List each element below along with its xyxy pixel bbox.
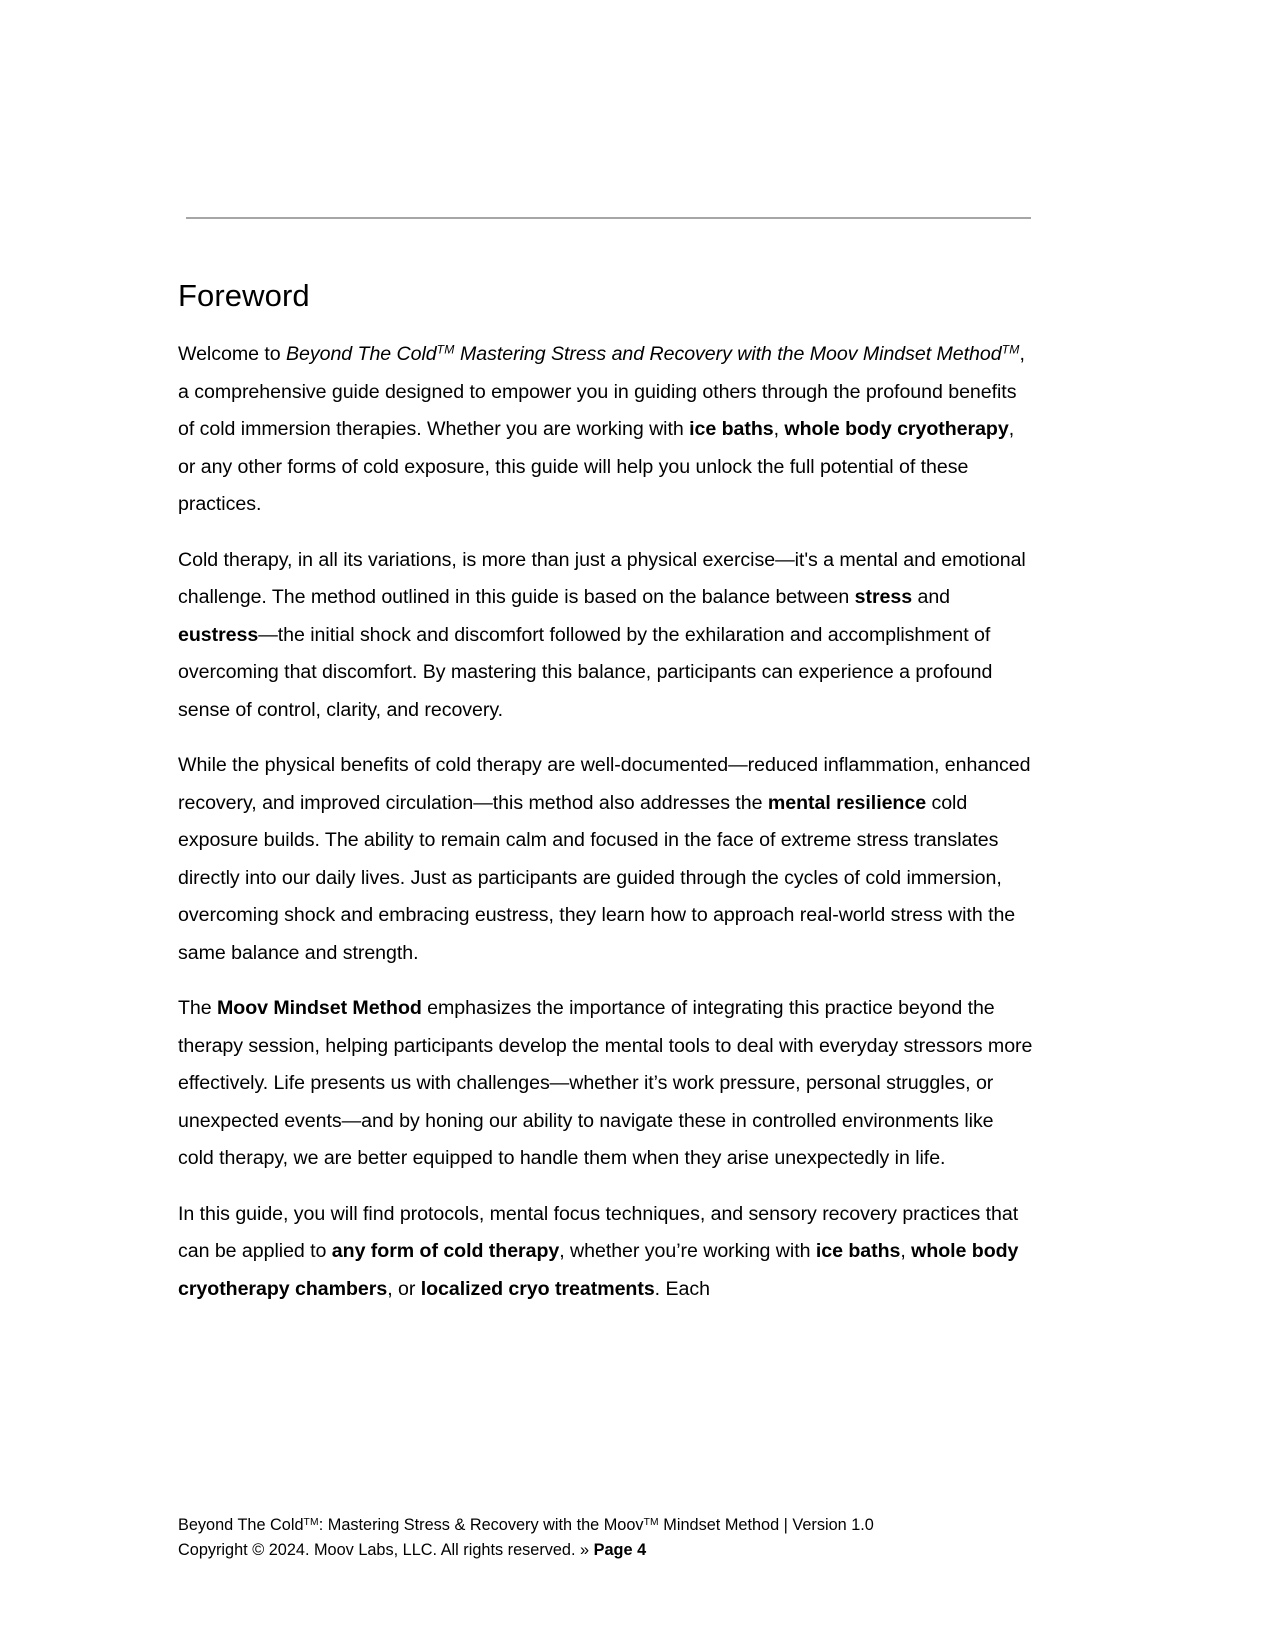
text-run: , or any other forms of cold exposure, this guide will help you unlock the full potential of these practices.	[178, 418, 1015, 515]
emphasis-bold: whole body cryotherapy	[784, 418, 1009, 440]
text-run: cold exposure builds. The ability to remain calm and focused in the face of extreme stress translates directly into our daily lives. Just as participants are guided through the cycles of cold immersion, overcoming shock and embracing eustress, they learn how to approach real-world stress with the same balance and strength.	[178, 791, 1016, 964]
trademark-superscript: TM	[1001, 342, 1020, 357]
header-divider	[186, 217, 1031, 219]
text-run: ,	[900, 1240, 912, 1262]
footer-title-line	[178, 1513, 1038, 1538]
text-run: Cold therapy, in all its variations, is more than just a physical exercise—it's a mental and emotional challenge. The method outlined in this guide is based on the balance between	[178, 548, 1026, 608]
text-run: —the initial shock and discomfort followed by the exhilaration and accomplishment of overcoming that discomfort. By mastering this balance, participants can experience a profound sense of control, clarity, and recovery.	[178, 623, 993, 721]
text-run: In this guide, you will find protocols, mental focus techniques, and sensory recovery practices that can be applied to	[178, 1202, 1019, 1262]
paragraph-4	[178, 990, 1033, 1178]
text-run: and	[912, 586, 951, 608]
emphasis-bold: eustress	[178, 623, 259, 646]
text-run: . Each	[654, 1277, 710, 1300]
emphasis-bold: ice baths	[689, 418, 774, 440]
paragraph-3	[178, 747, 1033, 972]
emphasis-bold: stress	[854, 586, 913, 608]
text-run: The	[178, 997, 218, 1019]
page-title: Foreword	[178, 277, 310, 313]
footer-copyright-line	[178, 1538, 1038, 1563]
footer-version: Mindset Method | Version 1.0	[658, 1516, 874, 1534]
title-italic: Mastering Stress and Recovery with the Moov Mindset Method	[454, 343, 1002, 365]
emphasis-bold: mental resilience	[767, 791, 927, 814]
paragraph-2	[178, 542, 1033, 730]
text-run: , or	[387, 1277, 421, 1300]
body-content	[178, 336, 1033, 1308]
emphasis-bold: Moov Mindset Method	[217, 997, 422, 1019]
emphasis-bold: any form of cold therapy	[331, 1240, 560, 1262]
text-run: Welcome to	[178, 343, 286, 365]
trademark-superscript: TM	[436, 342, 455, 357]
footer-subtitle: : Mastering Stress & Recovery with the Moov	[318, 1516, 644, 1534]
emphasis-bold: whole body cryotherapy chambers	[178, 1240, 1019, 1300]
text-run: While the physical benefits of cold therapy are well-documented—reduced inflammation, enhanced recovery, and improved circulation—this method also addresses the	[178, 754, 1031, 814]
page-number: Page 4	[593, 1541, 647, 1559]
footer-copyright: Copyright © 2024. Moov Labs, LLC. All rights reserved. »	[178, 1541, 594, 1559]
text-run: , whether you’re working with	[559, 1240, 816, 1262]
trademark-superscript: TM	[643, 1516, 659, 1528]
emphasis-bold: ice baths	[815, 1240, 901, 1262]
paragraph-5	[178, 1196, 1033, 1309]
text-run: , a comprehensive guide designed to empower you in guiding others through the profound benefits of cold immersion therapies. Whether you are working with	[178, 343, 1025, 440]
title-italic: Beyond The Cold	[285, 343, 437, 365]
text-run: ,	[773, 418, 785, 440]
footer-book-title: Beyond The Cold	[178, 1516, 304, 1534]
paragraph-1	[178, 336, 1033, 524]
trademark-superscript: TM	[303, 1516, 319, 1528]
emphasis-bold: localized cryo treatments	[420, 1277, 655, 1300]
text-run: emphasizes the importance of integrating this practice beyond the therapy session, helping participants develop the mental tools to deal with everyday stressors more effectively. Life presents us with challenges—whether it’s work pressure, personal struggles, or unexpected events—and by honing our ability to navigate these in controlled environments like cold therapy, we are better equipped to handle them when they arise unexpectedly in life.	[178, 997, 1033, 1169]
page-footer	[178, 1513, 1038, 1563]
